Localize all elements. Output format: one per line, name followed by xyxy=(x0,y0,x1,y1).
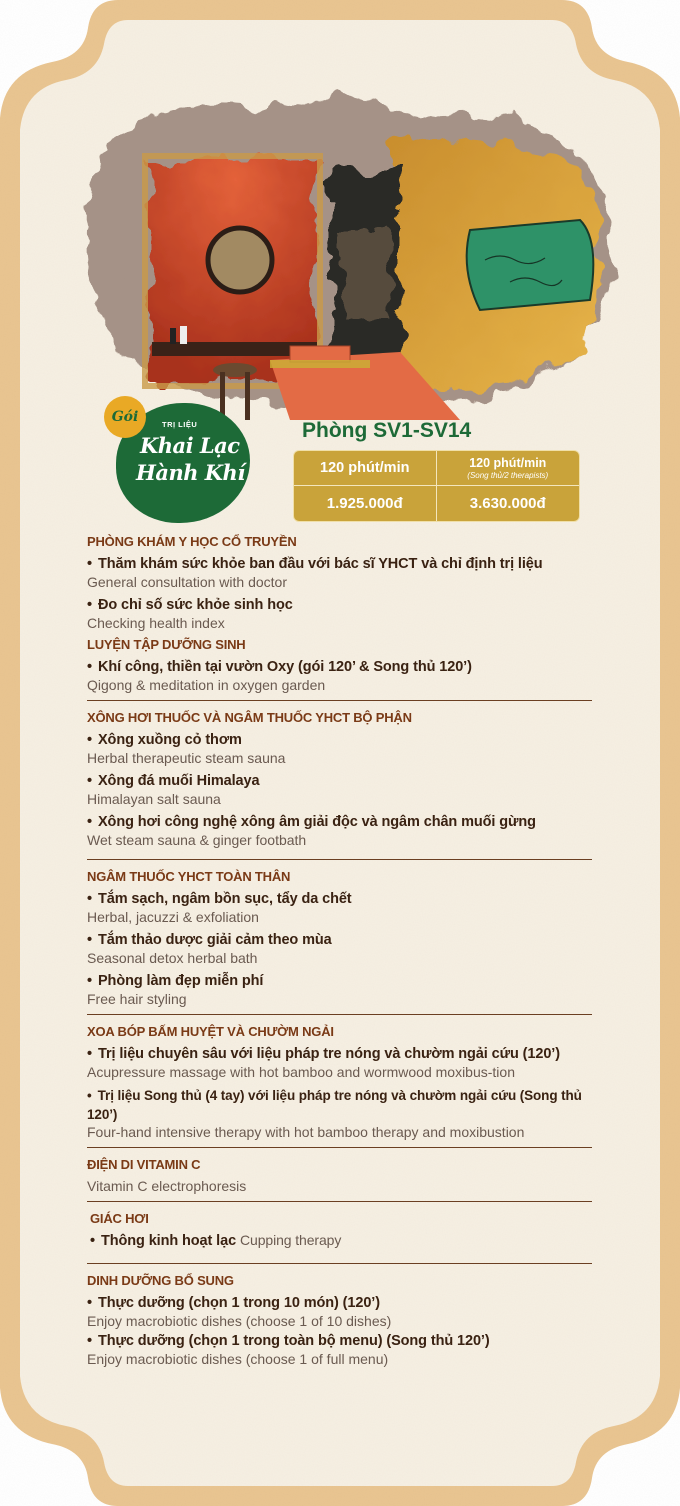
package-prefix-label: Gói xyxy=(104,396,146,438)
item-en: Enjoy macrobiotic dishes (choose 1 of 10 dishes) xyxy=(87,1313,392,1329)
section-title: XOA BÓP BẤM HUYỆT VÀ CHƯỜM NGẢI xyxy=(87,1024,334,1039)
item-vn: • Phòng làm đẹp miễn phí xyxy=(87,973,264,989)
item-vn: • Xông hơi công nghệ xông âm giải độc và ngâm chân muối gừng xyxy=(87,814,536,830)
section-steam xyxy=(87,710,627,849)
item-vn: • Thông kinh hoạt lạc Cupping therapy xyxy=(90,1232,342,1249)
room-illustration xyxy=(40,60,640,420)
item-en: Free hair styling xyxy=(87,991,187,1007)
item-vn: • Xông đá muối Himalaya xyxy=(87,773,260,789)
spa-room-photo xyxy=(40,60,640,420)
price-value: 1.925.000đ xyxy=(326,495,403,512)
section-vitamin-c xyxy=(87,1157,627,1195)
section-title: ĐIỆN DI VITAMIN C xyxy=(87,1157,201,1172)
item-en: Seasonal detox herbal bath xyxy=(87,950,258,966)
item-en: Vitamin C electrophoresis xyxy=(87,1178,247,1194)
services-list xyxy=(87,534,627,1373)
item-vn: • Trị liệu chuyên sâu với liệu pháp tre nóng và chườm ngải cứu (120’) xyxy=(87,1046,560,1062)
section-title: DINH DƯỠNG BỔ SUNG xyxy=(87,1273,234,1288)
therapist-note: (Song thủ/2 therapists) xyxy=(467,471,549,480)
price-header-four-hand xyxy=(437,451,580,486)
section-nutrition xyxy=(87,1273,627,1368)
divider xyxy=(87,1147,592,1148)
divider xyxy=(87,1014,592,1015)
section-herbal-bath xyxy=(87,869,627,1008)
section-title: LUYỆN TẬP DƯỠNG SINH xyxy=(87,637,246,652)
item-en: Herbal, jacuzzi & exfoliation xyxy=(87,909,259,925)
section-clinic xyxy=(87,534,627,632)
item-en: General consultation with doctor xyxy=(87,574,287,590)
item-vn: • Trị liệu Song thủ (4 tay) với liệu pháp tre nóng và chườm ngải cứu (Song thủ 120’) xyxy=(87,1088,582,1122)
package-subtitle: TRỊ LIỆU xyxy=(162,420,198,429)
section-title: XÔNG HƠI THUỐC VÀ NGÂM THUỐC YHCT BỘ PHẬN xyxy=(87,710,412,725)
item-vn: • Thực dưỡng (chọn 1 trong 10 món) (120’) xyxy=(87,1295,380,1311)
section-title: PHÒNG KHÁM Y HỌC CỔ TRUYỀN xyxy=(87,534,297,549)
item-vn: • Xông xuồng cỏ thơm xyxy=(87,732,242,748)
divider xyxy=(87,700,592,701)
section-acupressure xyxy=(87,1024,627,1141)
section-qigong xyxy=(87,637,627,694)
price-table xyxy=(293,450,580,522)
item-vn: • Tắm thảo dược giải cảm theo mùa xyxy=(87,932,332,948)
room-title: Phòng SV1-SV14 xyxy=(302,419,472,442)
item-vn: • Khí công, thiền tại vườn Oxy (gói 120’ & Song thủ 120’) xyxy=(87,659,472,675)
section-cupping xyxy=(87,1211,627,1251)
item-vn: • Thực dưỡng (chọn 1 trong toàn bộ menu) (Song thủ 120’) xyxy=(87,1333,490,1349)
section-title: NGÂM THUỐC YHCT TOÀN THÂN xyxy=(87,869,291,884)
price-single xyxy=(294,486,437,521)
divider xyxy=(87,1201,592,1202)
item-vn: • Thăm khám sức khỏe ban đầu với bác sĩ YHCT và chỉ định trị liệu xyxy=(87,556,543,572)
divider xyxy=(87,1263,592,1264)
item-en: Acupressure massage with hot bamboo and wormwood moxibus-tion xyxy=(87,1064,515,1080)
price-header-single xyxy=(294,451,437,486)
item-en: Cupping therapy xyxy=(240,1232,342,1248)
section-title: GIÁC HƠI xyxy=(90,1211,149,1226)
duration-label: 120 phút/min xyxy=(320,460,410,476)
divider xyxy=(87,859,592,860)
item-vn: • Đo chỉ số sức khỏe sinh học xyxy=(87,597,293,613)
package-name-line1: Khai Lạc xyxy=(140,433,240,458)
item-en: Enjoy macrobiotic dishes (choose 1 of full menu) xyxy=(87,1351,389,1367)
item-en: Himalayan salt sauna xyxy=(87,791,221,807)
item-vn: • Tắm sạch, ngâm bồn sục, tẩy da chết xyxy=(87,891,352,907)
price-value: 3.630.000đ xyxy=(469,495,546,512)
item-en: Wet steam sauna & ginger footbath xyxy=(87,832,307,848)
package-logo-badge xyxy=(98,388,258,528)
item-en: Qigong & meditation in oxygen garden xyxy=(87,677,326,693)
package-name-line2: Hành Khí xyxy=(136,460,245,485)
item-en: Herbal therapeutic steam sauna xyxy=(87,750,286,766)
item-en: Four-hand intensive therapy with hot bamboo therapy and moxibustion xyxy=(87,1124,525,1140)
item-en: Checking health index xyxy=(87,615,225,631)
price-four-hand xyxy=(437,486,580,521)
duration-label: 120 phút/min xyxy=(469,456,547,470)
